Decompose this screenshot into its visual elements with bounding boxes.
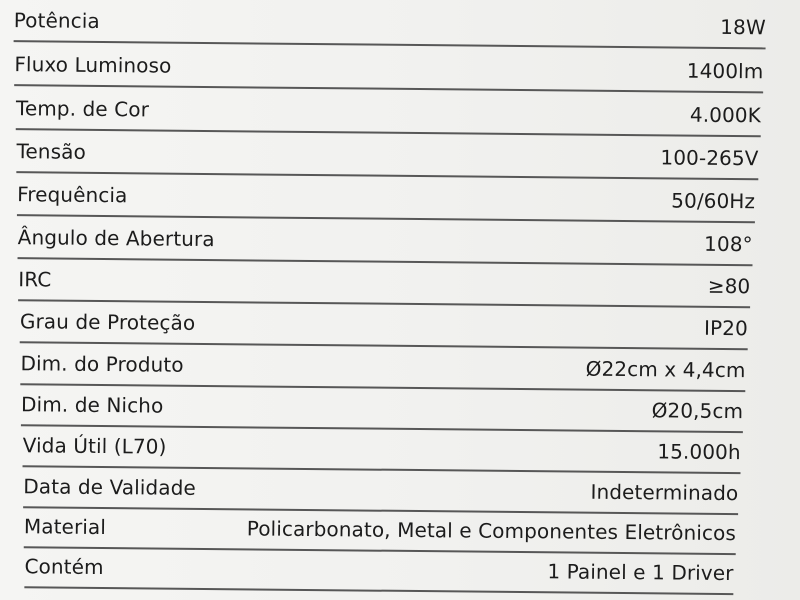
spec-value: 15.000h (657, 439, 741, 465)
spec-value: 100-265V (660, 145, 759, 171)
spec-value: Policarbonato, Metal e Componentes Eletrônicos (246, 516, 737, 546)
spec-label: Grau de Proteção (19, 309, 196, 335)
spec-label: Vida Útil (L70) (22, 433, 167, 459)
spec-label: Dim. de Nicho (21, 392, 164, 418)
spec-value: 108° (703, 231, 753, 257)
spec-row-angulo-abertura (18, 219, 753, 266)
spec-label: Fluxo Luminoso (14, 52, 172, 78)
spec-label: IRC (18, 267, 52, 292)
spec-value: IP20 (703, 315, 748, 341)
spec-label: Dim. do Produto (20, 351, 184, 377)
spec-row-material (24, 508, 736, 555)
spec-label: Temp. de Cor (15, 96, 150, 122)
spec-label: Ângulo de Abertura (17, 225, 215, 252)
spec-row-frequencia (17, 176, 755, 223)
spec-row-vida-util (23, 427, 741, 474)
spec-value: Ø22cm x 4,4cm (585, 356, 746, 383)
spec-label: Frequência (17, 182, 128, 208)
spec-value: 50/60Hz (671, 188, 756, 214)
spec-row-tensao (16, 133, 758, 180)
spec-value: Indeterminado (590, 479, 739, 506)
spec-label: Potência (13, 8, 100, 33)
spec-row-fluxo-luminoso (14, 46, 763, 93)
spec-row-contem (24, 548, 733, 595)
spec-value: Ø20,5cm (651, 398, 744, 424)
spec-value: 4.000K (689, 102, 762, 128)
spec-value: 1400lm (686, 58, 764, 84)
spec-label: Material (23, 514, 107, 540)
spec-row-data-validade (23, 468, 738, 515)
spec-row-dim-produto (20, 345, 745, 392)
row-divider (24, 586, 733, 595)
spec-value: 1 Painel e 1 Driver (547, 559, 734, 586)
spec-row-grau-protecao (20, 303, 748, 350)
spec-label: Contém (24, 554, 104, 580)
spec-value: ≥80 (707, 273, 751, 299)
spec-row-potencia (14, 2, 766, 49)
spec-row-temp-cor (16, 90, 761, 137)
spec-row-irc (18, 261, 750, 308)
spec-row-dim-nicho (21, 386, 743, 433)
spec-label: Data de Validade (23, 474, 196, 500)
spec-value: 18W (720, 14, 766, 40)
spec-label: Tensão (16, 139, 86, 164)
